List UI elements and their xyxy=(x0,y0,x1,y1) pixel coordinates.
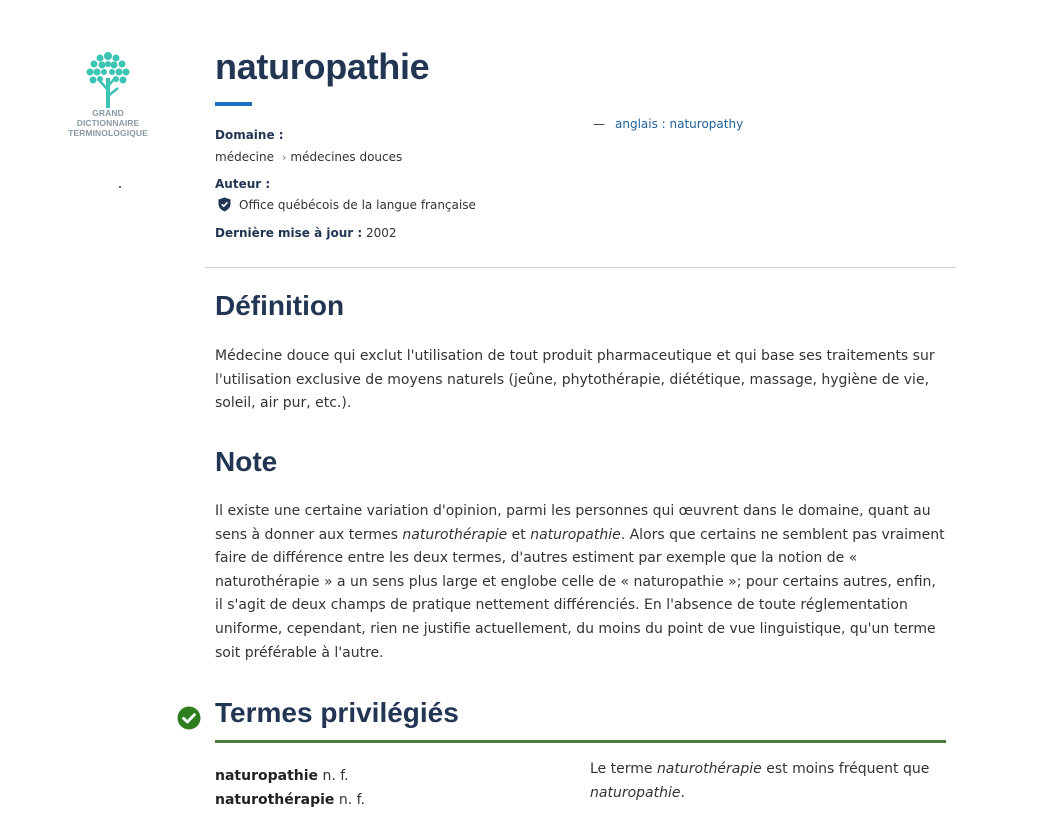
logo-line-3: TERMINOLOGIQUE xyxy=(68,128,148,138)
last-updated-value: 2002 xyxy=(366,226,397,240)
term-grammar: n. f. xyxy=(338,792,366,808)
term-note-part-2: est moins fréquent que xyxy=(761,761,930,777)
logo-line-2: DICTIONNAIRE xyxy=(76,118,140,128)
preferred-terms-heading: Termes privilégiés xyxy=(215,697,459,728)
term-name: naturopathie xyxy=(215,768,319,784)
note-text-part-2: et xyxy=(507,526,531,543)
term-note-part-3: . xyxy=(680,784,685,801)
check-circle-icon xyxy=(177,706,201,730)
author-value xyxy=(215,197,476,212)
term-note-naturopathie: naturopathie xyxy=(590,784,681,801)
equivalent-dash: — xyxy=(593,117,605,131)
last-updated-label: Dernière mise à jour : xyxy=(215,226,363,240)
note-text-part-3: . Alors que certains ne semblent pas vraiment faire de différence entre les deux termes, d'autres estiment par exemple que la notion de « naturothérapie » a un sens plus large et englobe celle de « naturopathie »; pour certains autres, enfin, il s'agit de deux champs de pratique nettement différenciés. En l'absence de toute réglementation uniforme, cependant, rien ne justifie actuellement, du moins du point de vue linguistique, qu'un terme soit préférable à l'autre. xyxy=(215,526,945,661)
preferred-term xyxy=(215,792,365,808)
note-heading: Note xyxy=(215,446,278,477)
note-text xyxy=(215,500,945,665)
preferred-terms-underline xyxy=(215,740,946,743)
decorative-dot xyxy=(119,186,121,188)
domain-link[interactable]: médecine xyxy=(215,150,274,164)
preferred-terms-note xyxy=(590,758,950,805)
subdomain-link[interactable]: médecines douces xyxy=(290,150,403,164)
domain-label: Domaine : xyxy=(215,128,284,142)
note-text-part-1: Il existe une certaine variation d'opinion, parmi les personnes qui œuvrent dans le domaine, quant au sens à donner aux termes xyxy=(215,503,931,543)
definition-text: Médecine douce qui exclut l'utilisation de tout produit pharmaceutique et qui base ses traitements sur l'utilisation exclusive de moyens naturels (jeûne, phytothérapie, diététique, massage, hygiène de vie, soleil, air pur, etc.). xyxy=(215,348,935,412)
domain-value xyxy=(215,150,402,164)
section-divider xyxy=(205,267,956,268)
logo-line-1: GRAND xyxy=(92,108,124,118)
english-equivalent xyxy=(593,117,743,131)
last-updated xyxy=(215,226,397,240)
chevron-right-icon: › xyxy=(282,151,287,164)
gdt-logo[interactable] xyxy=(62,50,154,138)
term-grammar: n. f. xyxy=(322,768,349,784)
term-note-part-1: Le terme xyxy=(590,761,657,777)
note-term-naturotherapie: naturothérapie xyxy=(402,526,508,543)
term-note-naturotherapie: naturothérapie xyxy=(656,761,762,777)
tree-icon xyxy=(85,50,131,108)
title-underline xyxy=(215,102,252,106)
author-label: Auteur : xyxy=(215,177,271,191)
shield-check-icon xyxy=(218,197,231,212)
note-term-naturopathie: naturopathie xyxy=(530,526,621,543)
preferred-term xyxy=(215,768,349,784)
page-title: naturopathie xyxy=(215,46,430,87)
author-name: Office québécois de la langue française xyxy=(239,197,476,212)
english-equivalent-link[interactable]: anglais : naturopathy xyxy=(615,117,744,131)
term-name: naturothérapie xyxy=(215,792,335,808)
definition-heading: Définition xyxy=(215,290,345,321)
